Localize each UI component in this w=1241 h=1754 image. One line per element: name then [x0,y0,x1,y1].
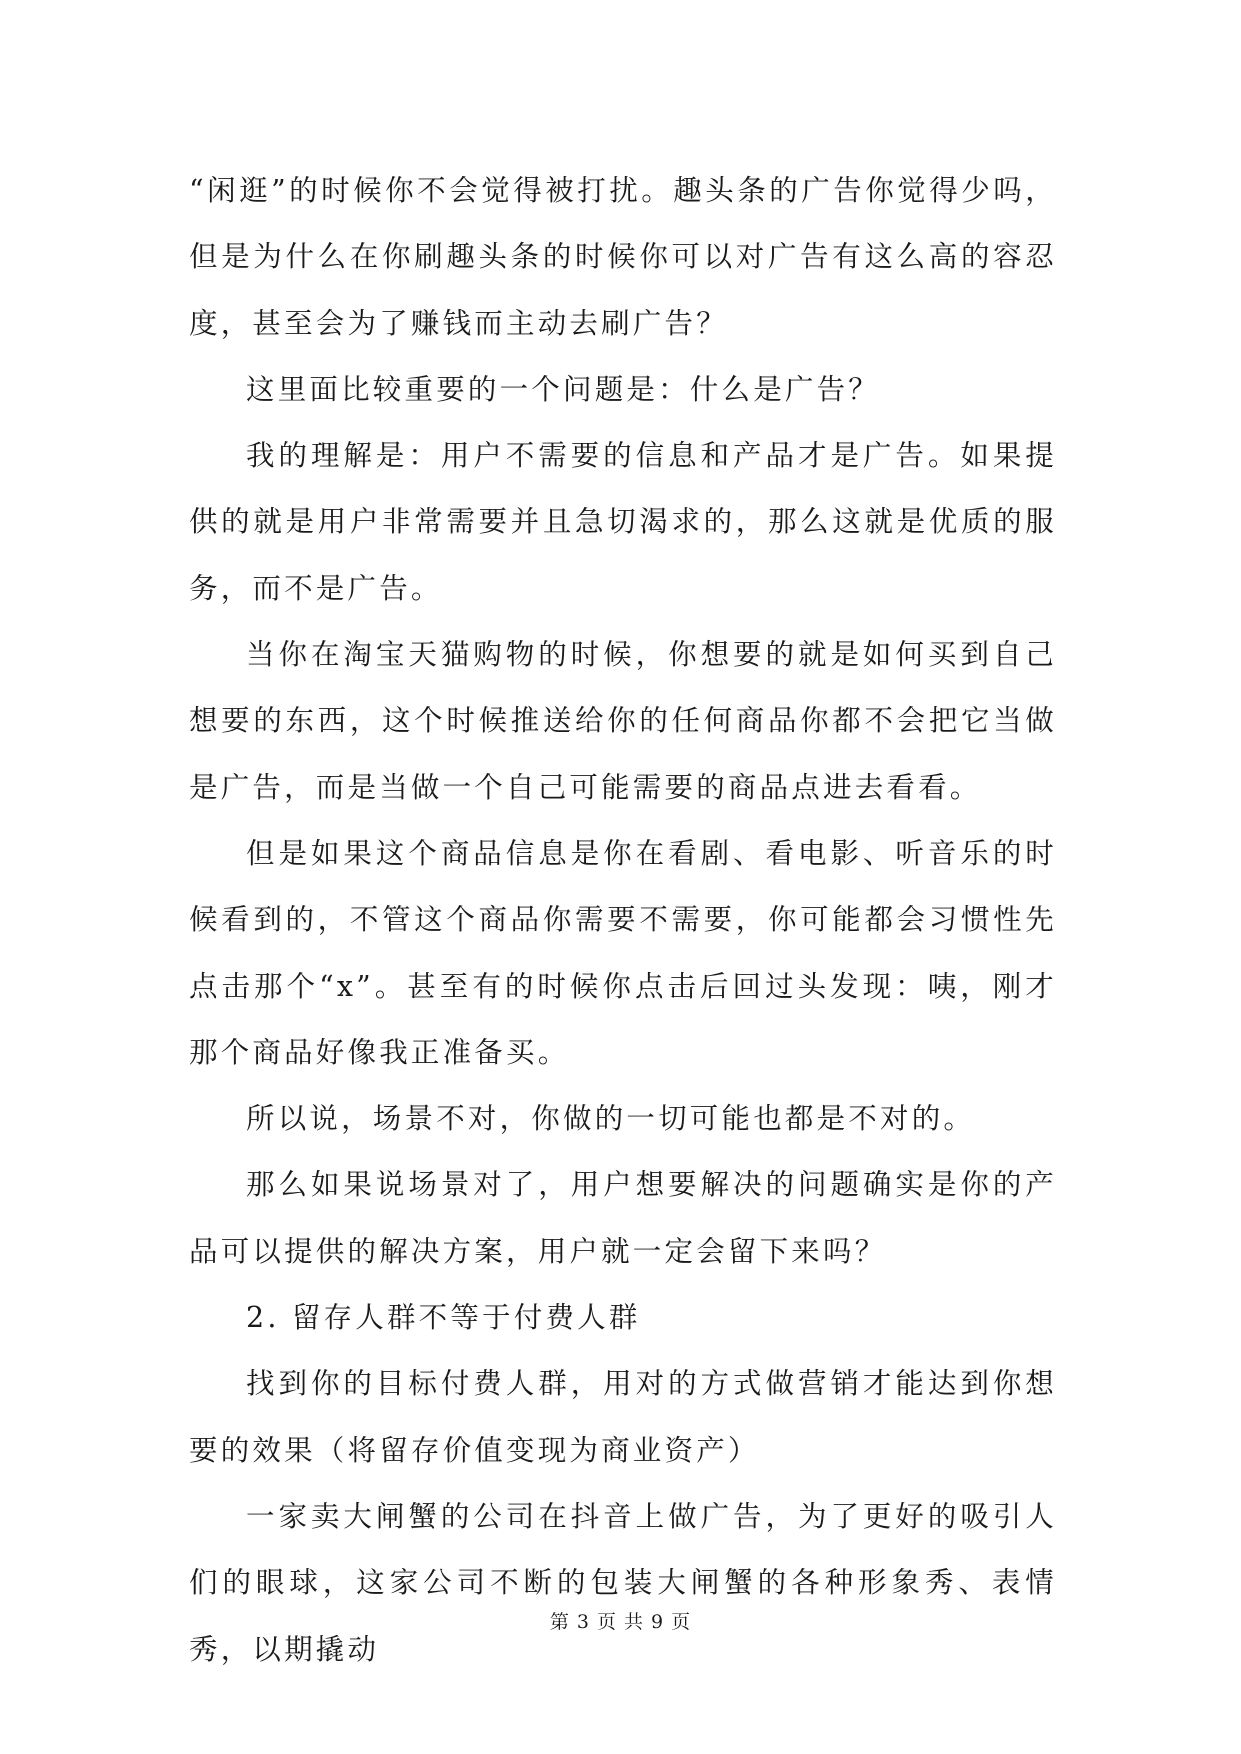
paragraph-4: 当你在淘宝天猫购物的时候，你想要的就是如何买到自己想要的东西，这个时候推送给你的任何商品你都不会把它当做是广告，而是当做一个自己可能需要的商品点进去看看。 [189,638,1057,804]
paragraph-6: 所以说，场景不对，你做的一切可能也都是不对的。 [246,1102,976,1136]
paragraph-2: 这里面比较重要的一个问题是：什么是广告？ [246,372,881,406]
page-footer [0,1607,1241,1634]
paragraph-1: “闲逛”的时候你不会觉得被打扰。趣头条的广告你觉得少吗，但是为什么在你刷趣头条的时候你可以对广告有这么高的容忍度，甚至会为了赚钱而主动去刷广告？ [189,174,1057,340]
page-number-label: 第 3 页 共 9 页 [549,1611,692,1633]
section-heading: 2. 留存人群不等于付费人群 [246,1301,641,1335]
paragraph-8: 找到你的目标付费人群，用对的方式做营销才能达到你想要的效果（将留存价值变现为商业资产） [189,1367,1057,1467]
paragraph-7: 那么如果说场景对了，用户想要解决的问题确实是你的产品可以提供的解决方案，用户就一定会留下来吗？ [189,1168,1057,1268]
paragraph-3: 我的理解是：用户不需要的信息和产品才是广告。如果提供的就是用户非常需要并且急切渴求的，那么这就是优质的服务，而不是广告。 [189,439,1057,605]
paragraph-9: 一家卖大闸蟹的公司在抖音上做广告，为了更好的吸引人们的眼球，这家公司不断的包装大闸蟹的各种形象秀、表情秀，以期撬动 [189,1499,1057,1666]
paragraph-5: 但是如果这个商品信息是你在看剧、看电影、听音乐的时候看到的，不管这个商品你需要不需要，你可能都会习惯性先点击那个“x”。甚至有的时候你点击后回过头发现：咦，刚才那个商品好像我正准备买。 [189,836,1057,1069]
body-text [189,158,1057,1683]
